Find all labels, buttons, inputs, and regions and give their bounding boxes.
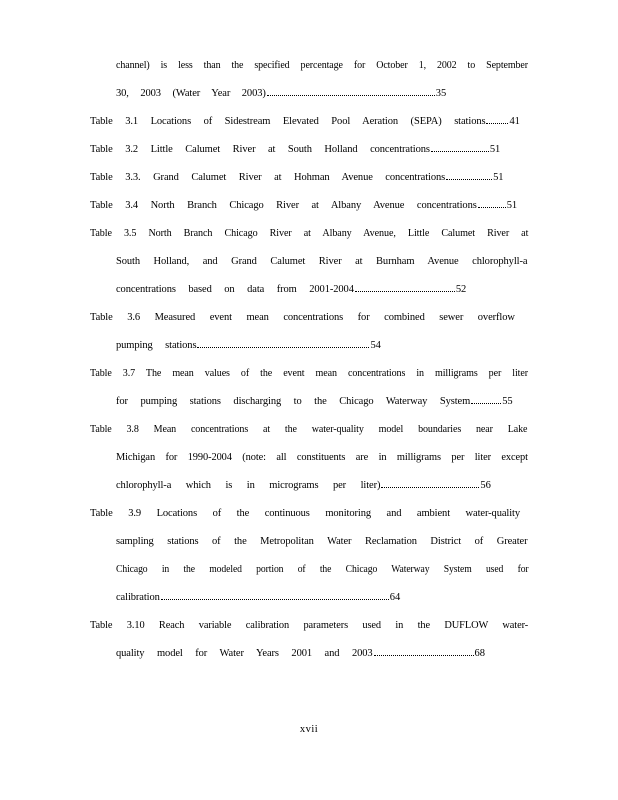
toc-text: quality model for Water Years 2001 and 2003: [116, 648, 373, 659]
toc-page-number: 56: [480, 480, 491, 491]
toc-page-number: 41: [509, 116, 520, 127]
toc-line: [90, 312, 515, 323]
dot-leader: [486, 122, 508, 124]
toc-line: [90, 368, 528, 379]
toc-line: [116, 592, 400, 603]
toc-text: Michigan for 1990-2004 (note: all constituents are in milligrams per liter except: [116, 452, 528, 463]
toc-text: for pumping stations discharging to the Chicago Waterway System: [116, 396, 471, 407]
toc-text: Mean concentrations at the water-quality model boundaries near Lake: [153, 424, 528, 435]
toc-page-number: 64: [389, 592, 401, 603]
toc-text: Little Calumet River at South Holland concentrations: [150, 144, 430, 155]
toc-line: [116, 60, 528, 71]
dot-leader: [355, 290, 455, 292]
toc-line: [90, 172, 503, 183]
toc-page-number: 35: [435, 88, 447, 99]
toc-line: [116, 256, 527, 267]
toc-line: [116, 536, 528, 547]
toc-page-number: 54: [370, 340, 381, 351]
toc-text: Measured event mean concentrations for combined sewer overflow: [154, 312, 515, 323]
toc-text: chlorophyll-a which is in micrograms per liter): [116, 480, 381, 491]
toc-page-number: 51: [493, 172, 504, 183]
toc-line: [90, 508, 520, 519]
dot-leader: [478, 206, 506, 208]
toc-text: pumping stations: [116, 340, 197, 351]
dot-leader: [161, 598, 389, 600]
toc-text: 30, 2003 (Water Year 2003): [116, 88, 266, 99]
toc-line: [90, 200, 517, 211]
dot-leader: [446, 178, 492, 180]
toc-prefix: Table 3.10: [90, 620, 145, 631]
toc-text: Chicago in the modeled portion of the Chicago Waterway System used for: [116, 564, 529, 575]
toc-text: calibration: [116, 592, 160, 603]
toc-text: South Holland, and Grand Calumet River at Burnham Avenue chlorophyll-a: [116, 256, 528, 267]
toc-line: [90, 620, 528, 631]
toc-text: North Branch Chicago River at Albany Avenue concentrations: [150, 200, 477, 211]
toc-line: [116, 396, 513, 407]
toc-page-number: 52: [455, 284, 467, 295]
toc-text: Reach variable calibration parameters used in the DUFLOW water-: [158, 620, 529, 631]
toc-line: [90, 424, 527, 435]
toc-text: Grand Calumet River at Hohman Avenue concentrations: [153, 172, 446, 183]
toc-text: North Branch Chicago River at Albany Avenue, Little Calumet River at: [148, 228, 529, 239]
page-number: xvii: [299, 724, 319, 735]
toc-line: [90, 228, 528, 239]
toc-prefix: Table 3.8: [90, 424, 139, 435]
toc-page-number: 51: [489, 144, 501, 155]
toc-text: The mean values of the event mean concentrations in milligrams per liter: [145, 368, 529, 379]
dot-leader: [471, 402, 501, 404]
dot-leader: [431, 150, 489, 152]
toc-prefix: Table 3.7: [90, 368, 136, 379]
toc-line: [116, 88, 446, 99]
toc-line: [116, 284, 466, 295]
dot-leader: [267, 94, 435, 96]
toc-page-number: 55: [502, 396, 513, 407]
toc-text: Locations of the continuous monitoring and ambient water-quality: [156, 508, 521, 519]
toc-prefix: Table 3.5: [90, 228, 137, 239]
toc-line: [90, 144, 500, 155]
toc-line: [116, 564, 529, 575]
toc-text: concentrations based on data from 2001-2004: [116, 284, 354, 295]
toc-prefix: Table 3.1: [90, 116, 139, 127]
toc-line: [116, 480, 491, 491]
toc-text: Locations of Sidestream Elevated Pool Aeration (SEPA) stations: [150, 116, 486, 127]
toc-text: channel) is less than the specified percentage for October 1, 2002 to September: [116, 60, 529, 71]
dot-leader: [381, 486, 479, 488]
toc-page-number: 68: [474, 648, 485, 659]
toc-prefix: Table 3.6: [90, 312, 141, 323]
toc-line: [90, 116, 520, 127]
toc-text: sampling stations of the Metropolitan Water Reclamation District of Greater: [116, 536, 528, 547]
toc-prefix: Table 3.2: [90, 144, 139, 155]
toc-line: [116, 452, 528, 463]
toc-line: [116, 648, 485, 659]
toc-prefix: Table 3.4: [90, 200, 139, 211]
toc-prefix: Table 3.3.: [90, 172, 141, 183]
dot-leader: [197, 346, 369, 348]
dot-leader: [374, 654, 474, 656]
toc-page-number: 51: [506, 200, 518, 211]
toc-line: [116, 340, 381, 351]
toc-prefix: Table 3.9: [90, 508, 142, 519]
